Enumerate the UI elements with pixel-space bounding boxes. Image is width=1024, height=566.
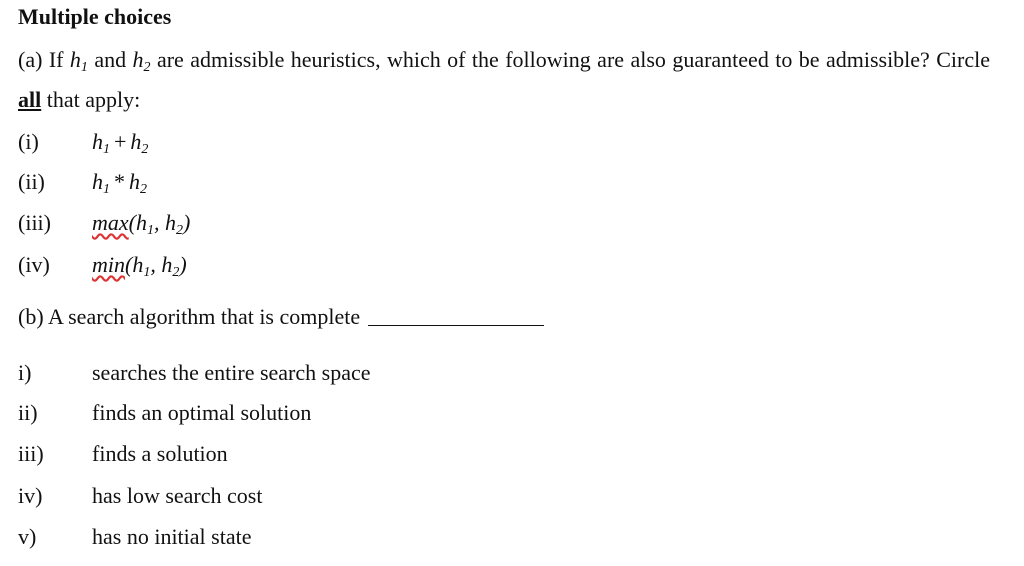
question-b-text [18,304,544,330]
h1-symbol: h [69,47,81,72]
qa-option-2-label: (ii) [18,169,45,194]
min-func: min [92,252,125,277]
section-heading: Multiple choices [18,4,172,29]
qb-option-2-label: ii) [18,400,38,425]
qb-option-3-label: iii) [18,441,44,466]
qa-option-1-label: (i) [18,129,39,154]
h2-symbol: h [132,47,144,72]
qa-emphasis-all: all [18,87,42,112]
qb-option-4-text: has low search cost [92,483,263,508]
qb-option-5-label: v) [18,524,37,549]
qa-option-2-expr: $h_1 * h_2$ [92,169,147,197]
question-a-text [18,44,990,116]
qa-option-4-label: (iv) [18,252,50,277]
qa-text-end: that apply: [41,87,141,112]
qb-option-1-label: i) [18,360,32,385]
qb-option-1-text: searches the entire search space [92,360,371,385]
qa-text-after: are admissible heuristics, which of the following are also guaranteed to be admissible? Circle [150,47,990,72]
h1-subscript: 1 [80,60,88,75]
qa-option-1-expr: $h_1 + h_2$ [92,129,149,157]
qb-option-2-text: finds an optimal solution [92,400,312,425]
qb-option-3-text: finds a solution [92,441,228,466]
max-func: max [92,210,129,235]
qb-option-4-label: iv) [18,483,43,508]
qa-option-4-expr: $\min(h_1$, $h_2$) [92,252,187,280]
answer-blank[interactable] [368,307,544,326]
qb-text: (b) A search algorithm that is complete [18,304,361,329]
qa-and: and [87,47,133,72]
h2-subscript: 2 [143,60,151,75]
qa-text-before: (a) If [18,47,70,72]
qa-option-3-expr: $\max(h_1$, $h_2$) [92,210,191,238]
qa-option-3-label: (iii) [18,210,51,235]
qb-option-5-text: has no initial state [92,524,252,549]
